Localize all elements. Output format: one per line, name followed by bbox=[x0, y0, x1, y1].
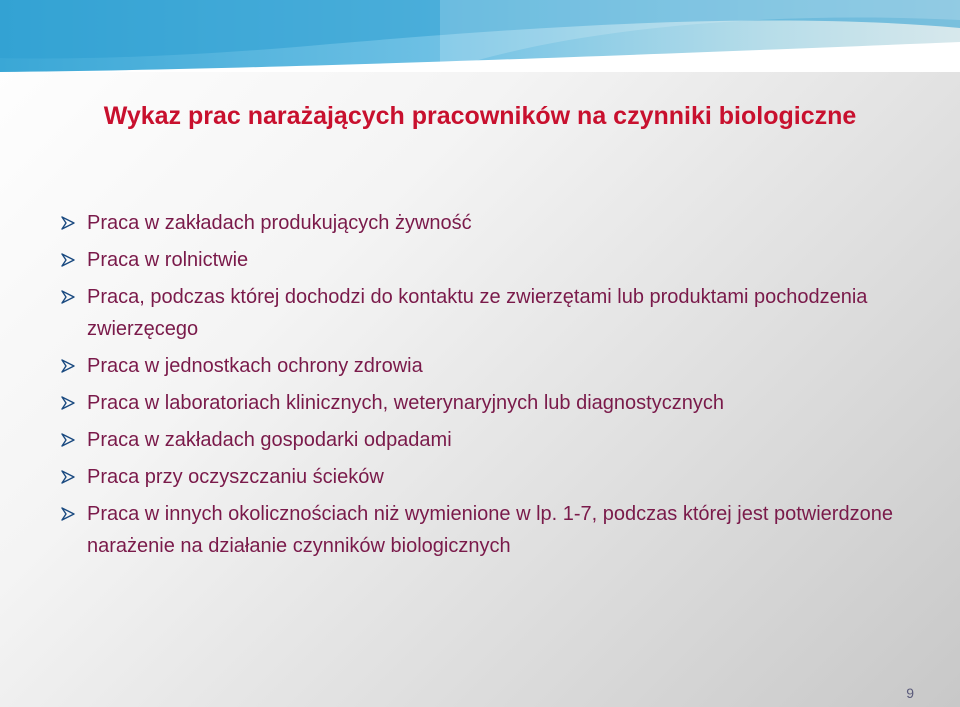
header-band bbox=[0, 0, 960, 72]
list-item-text: Praca w innych okolicznościach niż wymienione w lp. 1-7, podczas której jest potwierdzone narażenie na działanie czynników biologicznych bbox=[87, 503, 893, 557]
arrowhead-bullet-icon bbox=[60, 252, 76, 268]
arrowhead-bullet-icon bbox=[60, 395, 76, 411]
list-item bbox=[60, 350, 900, 382]
bullet-list bbox=[60, 207, 900, 567]
list-item-text: Praca w zakładach gospodarki odpadami bbox=[87, 429, 452, 451]
list-item bbox=[60, 498, 900, 562]
list-item-text: Praca przy oczyszczaniu ścieków bbox=[87, 466, 384, 488]
list-item bbox=[60, 461, 900, 493]
list-item bbox=[60, 387, 900, 419]
list-item bbox=[60, 424, 900, 456]
arrowhead-bullet-icon bbox=[60, 432, 76, 448]
slide-title: Wykaz prac narażających pracowników na czynniki biologiczne bbox=[103, 102, 857, 130]
list-item-text: Praca w jednostkach ochrony zdrowia bbox=[87, 355, 423, 377]
arrowhead-bullet-icon bbox=[60, 289, 76, 305]
arrowhead-bullet-icon bbox=[60, 215, 76, 231]
arrowhead-bullet-icon bbox=[60, 469, 76, 485]
page-number: 9 bbox=[906, 685, 914, 701]
arrowhead-bullet-icon bbox=[60, 358, 76, 374]
list-item-text: Praca w zakładach produkujących żywność bbox=[87, 212, 472, 234]
list-item-text: Praca, podczas której dochodzi do kontaktu ze zwierzętami lub produktami pochodzenia zwierzęcego bbox=[87, 286, 868, 340]
list-item-text: Praca w laboratoriach klinicznych, weterynaryjnych lub diagnostycznych bbox=[87, 392, 724, 414]
list-item-text: Praca w rolnictwie bbox=[87, 249, 249, 271]
list-item bbox=[60, 207, 900, 239]
list-item bbox=[60, 281, 900, 345]
list-item bbox=[60, 244, 900, 276]
arrowhead-bullet-icon bbox=[60, 506, 76, 522]
